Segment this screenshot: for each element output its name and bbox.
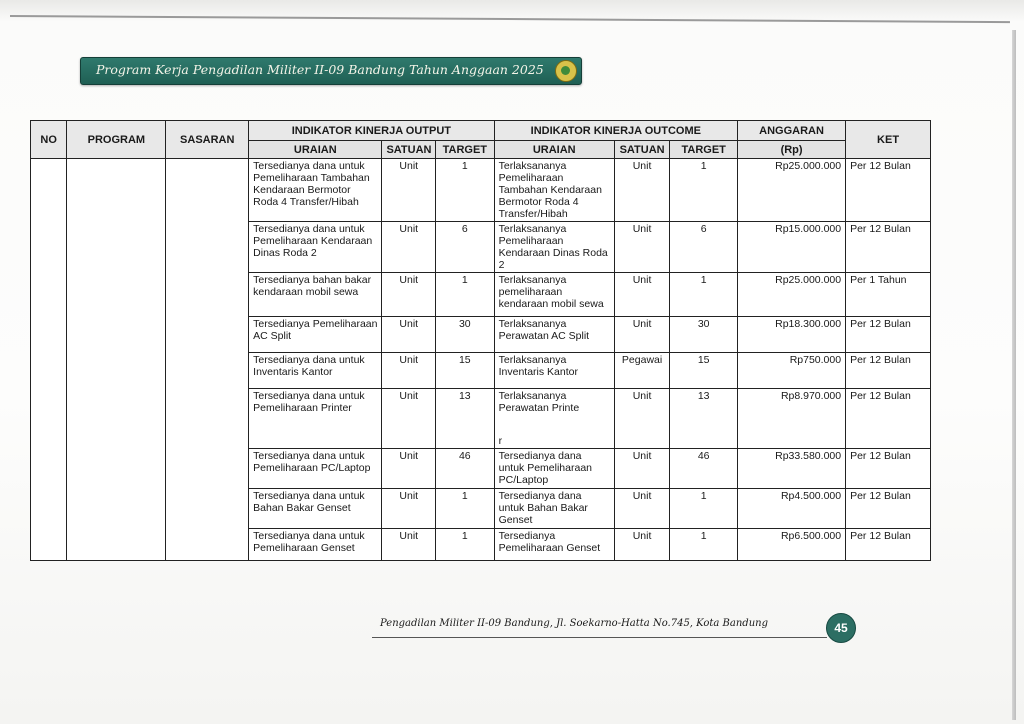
cell-anggaran: Rp33.580.000 (738, 449, 846, 489)
cell-outcome-uraian (494, 389, 614, 449)
header-outcome-uraian: URAIAN (494, 141, 614, 159)
cell-output-uraian: Tersedianya dana untuk Pemeliharaan Tambahan Kendaraan Bermotor Roda 4 Transfer/Hibah (249, 159, 382, 222)
footer-divider (372, 637, 827, 638)
cell-outcome-target: 1 (670, 273, 738, 317)
cell-ket: Per 12 Bulan (846, 489, 931, 529)
cell-output-uraian: Tersedianya Pemeliharaan AC Split (249, 317, 382, 353)
cell-output-satuan: Unit (382, 449, 436, 489)
cell-output-target: 1 (436, 489, 495, 529)
work-program-table (30, 120, 931, 561)
cell-outcome-target: 1 (670, 489, 738, 529)
cell-outcome-satuan: Unit (614, 449, 670, 489)
cell-output-uraian: Tersedianya dana untuk Inventaris Kantor (249, 353, 382, 389)
cell-outcome-uraian: Tersedianya dana untuk Pemeliharaan PC/Laptop (494, 449, 614, 489)
cell-outcome-uraian: Terlaksananya Pemeliharaan Kendaraan Dinas Roda 2 (494, 222, 614, 273)
cell-outcome-uraian: Tersedianya dana untuk Bahan Bakar Genset (494, 489, 614, 529)
cell-anggaran: Rp25.000.000 (738, 273, 846, 317)
header-program: PROGRAM (67, 121, 166, 159)
cell-output-target: 1 (436, 529, 495, 561)
cell-anggaran: Rp15.000.000 (738, 222, 846, 273)
cell-output-satuan: Unit (382, 159, 436, 222)
cell-outcome-uraian: Tersedianya Pemeliharaan Genset (494, 529, 614, 561)
cell-output-uraian: Tersedianya dana untuk Pemeliharaan Printer (249, 389, 382, 449)
header-output-target: TARGET (436, 141, 495, 159)
cell-output-satuan: Unit (382, 529, 436, 561)
cell-ket: Per 12 Bulan (846, 449, 931, 489)
cell-outcome-satuan: Unit (614, 489, 670, 529)
page-number-badge: 45 (826, 613, 856, 643)
table-row (31, 159, 931, 222)
cell-output-target: 46 (436, 449, 495, 489)
cell-outcome-satuan: Unit (614, 529, 670, 561)
cell-output-satuan: Unit (382, 273, 436, 317)
cell-outcome-target: 46 (670, 449, 738, 489)
header-ket: KET (846, 121, 931, 159)
cell-outcome-target: 13 (670, 389, 738, 449)
cell-outcome-satuan: Unit (614, 389, 670, 449)
cell-outcome-target: 30 (670, 317, 738, 353)
header-output-satuan: SATUAN (382, 141, 436, 159)
cell-output-satuan: Unit (382, 389, 436, 449)
cell-ket: Per 12 Bulan (846, 317, 931, 353)
cell-program (67, 159, 166, 561)
cell-outcome-satuan: Unit (614, 317, 670, 353)
cell-ket: Per 12 Bulan (846, 159, 931, 222)
cell-ket: Per 12 Bulan (846, 529, 931, 561)
cell-output-uraian: Tersedianya dana untuk Pemeliharaan Genset (249, 529, 382, 561)
cell-output-target: 6 (436, 222, 495, 273)
cell-outcome-satuan: Unit (614, 222, 670, 273)
cell-output-satuan: Unit (382, 317, 436, 353)
cell-ket: Per 12 Bulan (846, 222, 931, 273)
cell-output-satuan: Unit (382, 353, 436, 389)
cell-outcome-satuan: Unit (614, 273, 670, 317)
header-banner (80, 57, 582, 85)
header-sasaran: SASARAN (166, 121, 249, 159)
cell-ket: Per 1 Tahun (846, 273, 931, 317)
cell-outcome-target: 1 (670, 529, 738, 561)
header-output-uraian: URAIAN (249, 141, 382, 159)
header-anggaran: ANGGARAN (738, 121, 846, 141)
page-edge-shadow (1012, 30, 1016, 720)
header-outcome-satuan: SATUAN (614, 141, 670, 159)
cell-ket: Per 12 Bulan (846, 353, 931, 389)
cell-output-uraian: Tersedianya dana untuk Bahan Bakar Genset (249, 489, 382, 529)
cell-output-uraian: Tersedianya dana untuk Pemeliharaan PC/Laptop (249, 449, 382, 489)
banner-title: Program Kerja Pengadilan Militer II-09 Bandung Tahun Anggaan 2025 (96, 62, 544, 77)
header-anggaran-unit: (Rp) (738, 141, 846, 159)
cell-outcome-target: 15 (670, 353, 738, 389)
header-no: NO (31, 121, 67, 159)
cell-no (31, 159, 67, 561)
cell-sasaran (166, 159, 249, 561)
court-emblem-icon (555, 60, 577, 82)
header-outcome-group: INDIKATOR KINERJA OUTCOME (494, 121, 737, 141)
cell-anggaran: Rp8.970.000 (738, 389, 846, 449)
cell-anggaran: Rp25.000.000 (738, 159, 846, 222)
cell-output-target: 13 (436, 389, 495, 449)
footer-address: Pengadilan Militer II-09 Bandung, Jl. Soekarno-Hatta No.745, Kota Bandung (380, 618, 768, 629)
cell-output-target: 30 (436, 317, 495, 353)
cell-anggaran: Rp4.500.000 (738, 489, 846, 529)
cell-outcome-uraian: Terlaksananya Inventaris Kantor (494, 353, 614, 389)
cell-outcome-satuan: Unit (614, 159, 670, 222)
cell-anggaran: Rp6.500.000 (738, 529, 846, 561)
cell-outcome-satuan: Pegawai (614, 353, 670, 389)
cell-outcome-uraian: Terlaksananya pemeliharaan kendaraan mobil sewa (494, 273, 614, 317)
cell-outcome-uraian: Terlaksananya Pemeliharaan Tambahan Kendaraan Bermotor Roda 4 Transfer/Hibah (494, 159, 614, 222)
cell-output-satuan: Unit (382, 222, 436, 273)
header-outcome-target: TARGET (670, 141, 738, 159)
cell-anggaran: Rp18.300.000 (738, 317, 846, 353)
cell-outcome-uraian: Terlaksananya Perawatan AC Split (494, 317, 614, 353)
cell-ket: Per 12 Bulan (846, 389, 931, 449)
cell-outcome-target: 6 (670, 222, 738, 273)
outcome-uraian-overflow: r (498, 435, 503, 447)
outcome-uraian-text: Terlaksananya Perawatan Printe (498, 390, 580, 414)
cell-anggaran: Rp750.000 (738, 353, 846, 389)
cell-output-target: 1 (436, 273, 495, 317)
top-divider (10, 15, 1010, 23)
cell-output-satuan: Unit (382, 489, 436, 529)
cell-output-uraian: Tersedianya bahan bakar kendaraan mobil sewa (249, 273, 382, 317)
cell-outcome-target: 1 (670, 159, 738, 222)
cell-output-uraian: Tersedianya dana untuk Pemeliharaan Kendaraan Dinas Roda 2 (249, 222, 382, 273)
header-output-group: INDIKATOR KINERJA OUTPUT (249, 121, 494, 141)
cell-output-target: 1 (436, 159, 495, 222)
cell-output-target: 15 (436, 353, 495, 389)
